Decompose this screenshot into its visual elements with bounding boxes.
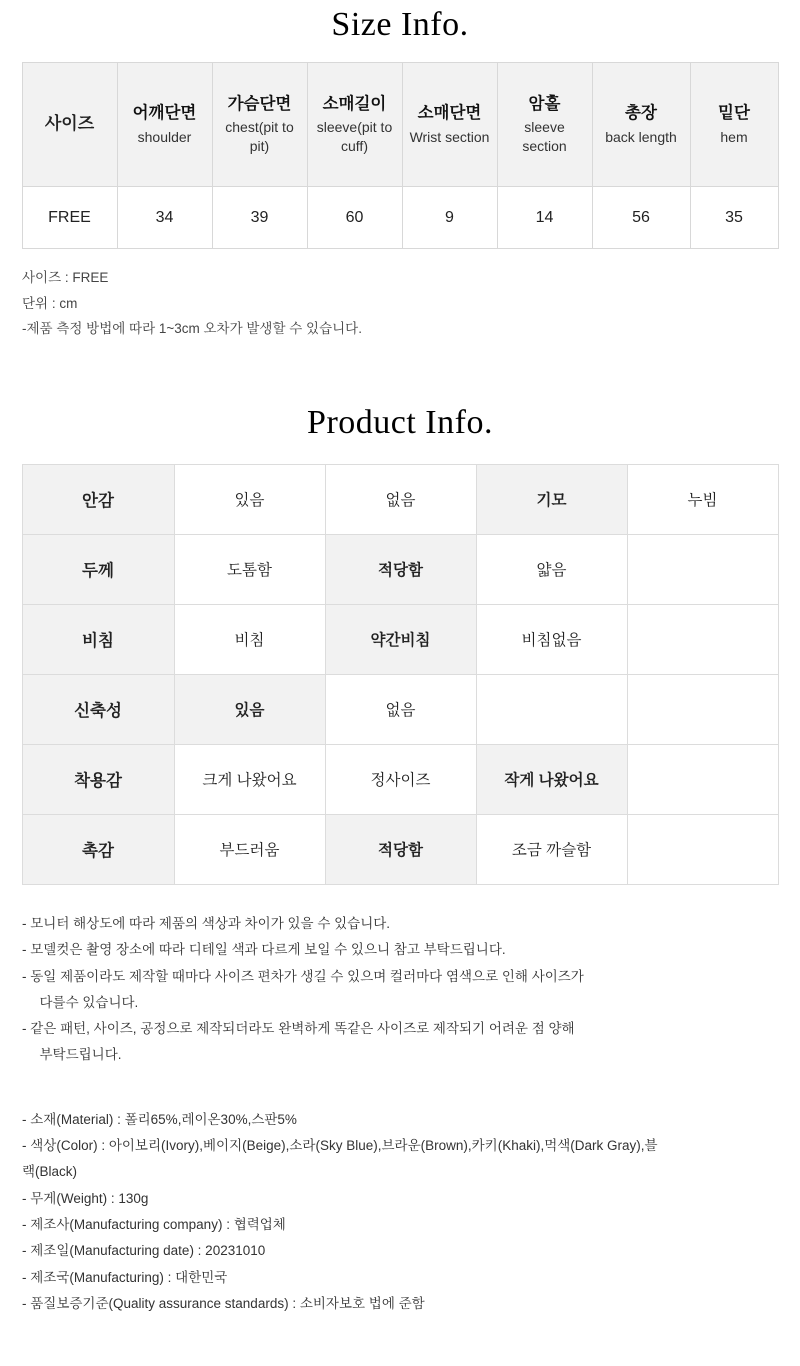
caution-line: 다를수 있습니다. [32,994,139,1010]
size-notes [22,265,778,342]
product-row-label: 두께 [22,534,174,604]
product-option-empty [627,674,778,744]
product-option: 정사이즈 [325,744,476,814]
size-note-line: -제품 측정 방법에 따라 1~3cm 오차가 발생할 수 있습니다. [22,321,362,337]
product-option-selected: 있음 [174,674,325,744]
material-info [22,1107,778,1348]
size-info-header [0,0,800,62]
material-line: - 제조국(Manufacturing) : 대한민국 [22,1269,228,1285]
caution-notes [22,911,778,1069]
size-header-en: sleeve section [522,119,567,155]
product-row-label: 비침 [22,604,174,674]
product-table-row [22,464,778,534]
product-option: 없음 [325,674,476,744]
product-table-row [22,674,778,744]
product-option: 조금 까슬함 [476,814,627,884]
product-row-label: 착용감 [22,744,174,814]
size-info-table [22,62,779,249]
size-note-line: 사이즈 : FREE [22,270,109,285]
caution-line: - 동일 제품이라도 제작할 때마다 사이즈 편차가 생길 수 있으며 컬러마다 염색으로 인해 사이즈가 [22,968,584,984]
material-line: - 색상(Color) : 아이보리(Ivory),베이지(Beige),소라(Sky Blue),브라운(Brown),카키(Khaki),먹색(Dark Gray),블 [22,1138,658,1154]
caution-line: 부탁드립니다. [32,1047,122,1063]
product-option-selected: 작게 나왔어요 [476,744,627,814]
product-table-row [22,604,778,674]
product-info-header [0,342,800,464]
product-option-selected: 적당함 [325,534,476,604]
size-header-kr: 소매단면 [417,104,482,123]
material-line: - 제조일(Manufacturing date) : 20231010 [22,1243,266,1259]
size-cell: 60 [307,187,402,249]
size-table-row [22,187,778,249]
product-option-empty [627,814,778,884]
product-row-label: 안감 [22,464,174,534]
product-option-empty [627,744,778,814]
product-option-empty [627,534,778,604]
material-line: 랙(Black) [22,1164,78,1180]
size-header-cell [117,63,212,187]
size-header-en: sleeve(pit to cuff) [316,119,393,155]
size-header-en: Wrist section [409,128,490,145]
size-header-kr: 암홀 [528,94,561,113]
product-option-empty [476,674,627,744]
product-option: 크게 나왔어요 [174,744,325,814]
size-header-kr: 어깨단면 [132,104,197,123]
size-cell: 56 [592,187,690,249]
size-note-line: 단위 : cm [22,295,78,311]
size-header-en: shoulder [137,128,192,145]
size-table-header-row [22,63,778,187]
product-option-selected: 약간비침 [325,604,476,674]
caution-line: - 같은 패턴, 사이즈, 공정으로 제작되더라도 완벽하게 똑같은 사이즈로 제작되기 어려운 점 양해 [22,1021,575,1037]
product-option: 부드러움 [174,814,325,884]
size-header-kr: 가슴단면 [227,94,292,113]
size-header-cell [307,63,402,187]
product-table-row [22,744,778,814]
product-row-label: 신축성 [22,674,174,744]
caution-line: - 모니터 해상도에 따라 제품의 색상과 차이가 있을 수 있습니다. [22,915,391,931]
size-header-kr: 총장 [625,104,657,123]
product-option: 누빔 [627,464,778,534]
size-cell: 39 [212,187,307,249]
product-option-selected: 적당함 [325,814,476,884]
size-cell: 9 [402,187,497,249]
product-option: 있음 [174,464,325,534]
caution-line: - 모델컷은 촬영 장소에 따라 디테일 색과 다르게 보일 수 있으니 참고 부탁드립니다. [22,942,506,958]
product-option: 얇음 [476,534,627,604]
product-option: 도톰함 [174,534,325,604]
product-info-table [22,464,779,885]
size-header-kr: 사이즈 [44,114,95,134]
product-info-title: Product Info. [307,403,493,441]
product-row-label: 촉감 [22,814,174,884]
material-line: - 제조사(Manufacturing company) : 협력업체 [22,1217,286,1233]
size-cell: 34 [117,187,212,249]
product-option-selected: 기모 [476,464,627,534]
size-header-cell [402,63,497,187]
product-option: 비침없음 [476,604,627,674]
size-header-cell [497,63,592,187]
material-line: - 품질보증기준(Quality assurance standards) : 소비자보호 법에 준함 [22,1295,425,1311]
material-line: - 무게(Weight) : 130g [22,1190,149,1206]
material-line: - 소재(Material) : 폴리65%,레이온30%,스판5% [22,1111,297,1127]
size-header-en: hem [720,128,748,145]
size-header-cell [690,63,778,187]
size-header-kr: 밑단 [718,104,750,123]
product-option-empty [627,604,778,674]
size-header-cell [22,63,117,187]
size-cell: 35 [690,187,778,249]
size-cell: FREE [22,187,117,249]
size-info-title: Size Info. [331,6,469,43]
size-header-en: chest(pit to pit) [225,119,294,155]
size-header-kr: 소매길이 [322,94,387,113]
product-table-row [22,534,778,604]
product-table-row [22,814,778,884]
product-option: 비침 [174,604,325,674]
size-cell: 14 [497,187,592,249]
product-option: 없음 [325,464,476,534]
size-header-en: back length [605,128,677,145]
size-header-cell [592,63,690,187]
size-header-cell [212,63,307,187]
